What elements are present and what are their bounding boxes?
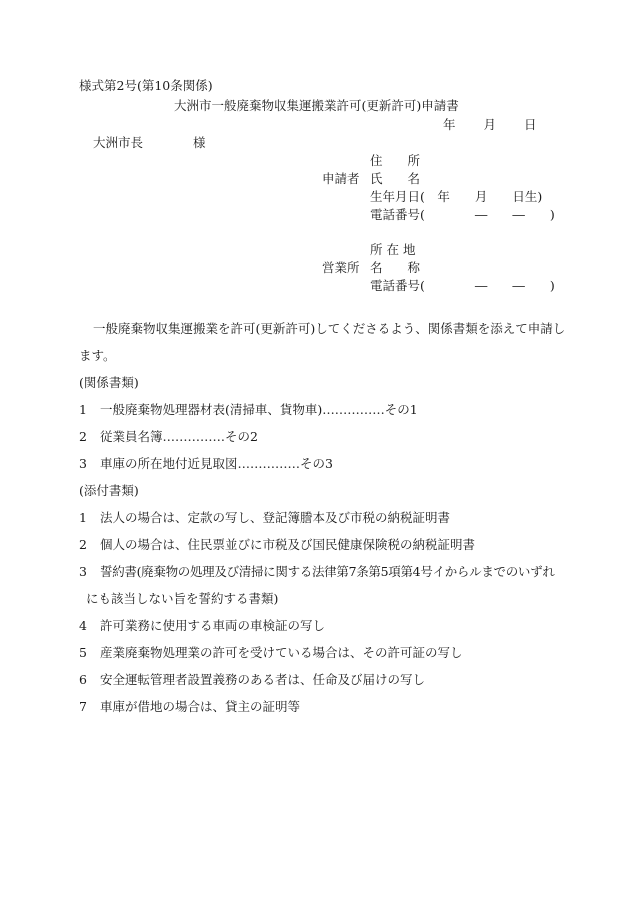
addressee: 大洲市長 様 bbox=[93, 135, 206, 150]
attached-docs-heading: (添付書類) bbox=[79, 483, 139, 498]
office-phone-label: 電話番号( ― ― ) bbox=[370, 278, 555, 293]
related-docs-heading: (関係書類) bbox=[79, 375, 139, 390]
item-text: 誓約書(廃棄物の処理及び清掃に関する法律第7条第5項第4号イからルまでのいずれ bbox=[100, 564, 555, 579]
item-number: 1 bbox=[79, 402, 87, 417]
item-number: 2 bbox=[79, 537, 87, 552]
body-line-2: ます。 bbox=[79, 348, 116, 363]
date-line: 年 月 日 bbox=[443, 117, 538, 132]
item-text: 法人の場合は、定款の写し、登記簿謄本及び市税の納税証明書 bbox=[100, 510, 451, 525]
item-number: 5 bbox=[79, 645, 87, 660]
form-number: 様式第2号(第10条関係) bbox=[79, 78, 213, 93]
applicant-phone-label: 電話番号( ― ― ) bbox=[370, 207, 555, 222]
item-number: 6 bbox=[79, 672, 87, 687]
document-title: 大洲市一般廃棄物収集運搬業許可(更新許可)申請書 bbox=[174, 98, 459, 113]
item-text-continued: にも該当しない旨を誓約する書類) bbox=[86, 591, 279, 606]
item-number: 2 bbox=[79, 429, 87, 444]
applicant-birthdate-label: 生年月日( 年 月 日生) bbox=[370, 189, 543, 204]
item-text: 許可業務に使用する車両の車検証の写し bbox=[100, 618, 326, 633]
item-text: 個人の場合は、住民票並びに市税及び国民健康保険税の納税証明書 bbox=[100, 537, 476, 552]
item-text: 一般廃棄物処理器材表(清掃車、貨物車)……………その1 bbox=[100, 402, 418, 417]
item-number: 1 bbox=[79, 510, 87, 525]
applicant-heading: 申請者 bbox=[322, 171, 360, 186]
body-line-1: 一般廃棄物収集運搬業を許可(更新許可)してくださるよう、関係書類を添えて申請し bbox=[93, 321, 566, 336]
applicant-address-label: 住 所 bbox=[370, 153, 421, 168]
item-number: 3 bbox=[79, 564, 87, 579]
office-heading: 営業所 bbox=[322, 260, 360, 275]
item-text: 産業廃棄物処理業の許可を受けている場合は、その許可証の写し bbox=[100, 645, 463, 660]
item-number: 3 bbox=[79, 456, 87, 471]
item-text: 安全運転管理者設置義務のある者は、任命及び届けの写し bbox=[100, 672, 426, 687]
item-number: 4 bbox=[79, 618, 87, 633]
item-text: 従業員名簿……………その2 bbox=[100, 429, 258, 444]
item-text: 車庫の所在地付近見取図……………その3 bbox=[100, 456, 333, 471]
office-location-label: 所 在 地 bbox=[370, 242, 416, 257]
applicant-name-label: 氏 名 bbox=[370, 171, 421, 186]
item-text: 車庫が借地の場合は、貸主の証明等 bbox=[100, 699, 301, 714]
office-name-label: 名 称 bbox=[370, 260, 421, 275]
item-number: 7 bbox=[79, 699, 87, 714]
